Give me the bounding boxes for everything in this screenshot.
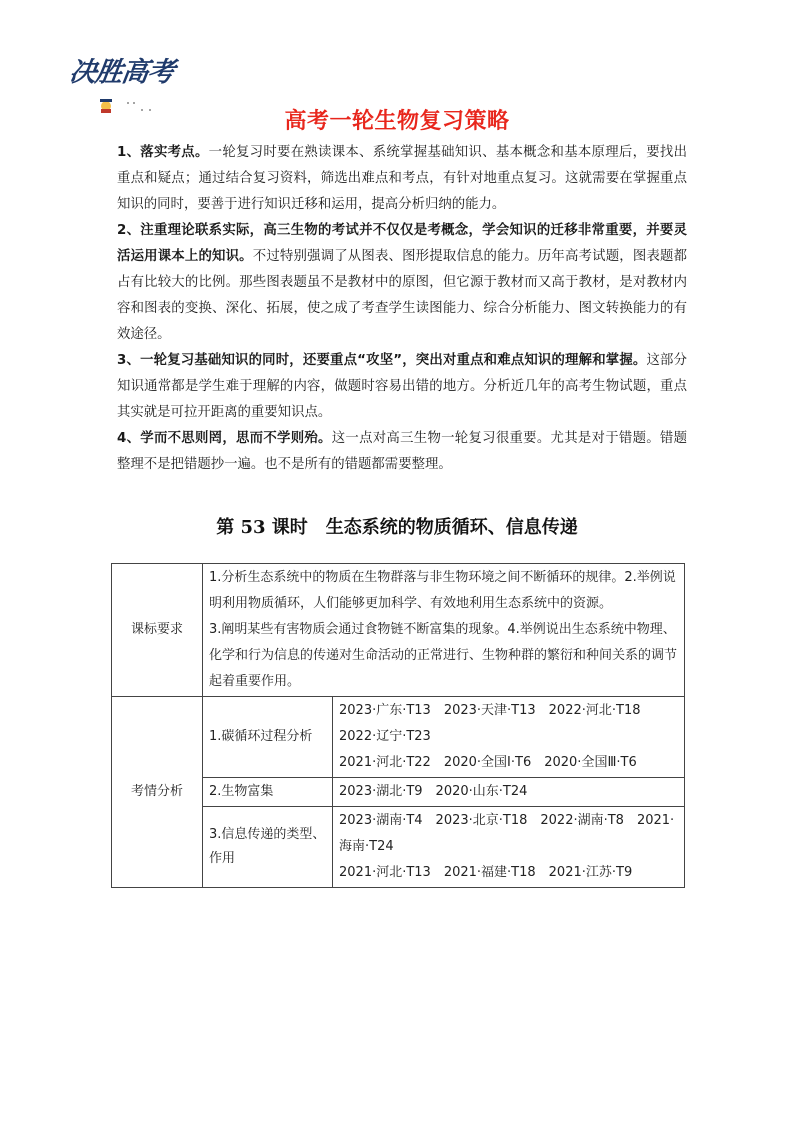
ref-line: 2023·广东·T13 2023·天津·T13 2022·河北·T18 [339, 703, 641, 718]
table-row [112, 697, 685, 778]
tip-body: 一轮复习时要在熟读课本、系统掌握基础知识、基本概念和基本原理后，要找出重点和疑点；通过结合复习资料，筛选出难点和考点，有针对地重点复习。这就需要在掌握重点知识的同时，要善于进行知识迁移和运用，提高分析归纳的能力。 [117, 145, 687, 212]
topic-name: 3.信息传递的类型、作用 [203, 807, 333, 888]
tip-3 [117, 348, 687, 426]
ref-line: 2021·河北·T13 2021·福建·T18 2021·江苏·T9 [339, 865, 633, 880]
tip-2 [117, 218, 687, 348]
ref-line: 2023·湖南·T4 2023·北京·T18 2022·湖南·T8 2021·海南·T24 [339, 813, 675, 854]
curriculum-table [111, 563, 685, 888]
ref-line: 2023·湖北·T9 2020·山东·T24 [339, 784, 528, 799]
tip-body: 这部分知识通常都是学生难于理解的内容，做题时容易出错的地方。分析近几年的高考生物试题，重点其实就是可拉开距离的重要知识点。 [117, 353, 687, 420]
ref-line: 2021·河北·T22 2020·全国Ⅰ·T6 2020·全国Ⅲ·T6 [339, 755, 637, 770]
ref-line: 2022·辽宁·T23 [339, 729, 431, 744]
analysis-label: 考情分析 [112, 697, 203, 888]
main-title: 高考一轮生物复习策略 [284, 109, 510, 134]
strategy-tips [117, 140, 687, 478]
lesson-title: 第 53 课时 生态系统的物质循环、信息传递 [216, 517, 578, 538]
tip-4 [117, 426, 687, 478]
topic-name: 2.生物富集 [203, 778, 333, 807]
topic-name: 1.碳循环过程分析 [203, 697, 333, 778]
topic-refs [333, 697, 685, 778]
tip-body: 不过特别强调了从图表、图形提取信息的能力。历年高考试题，图表题都占有比较大的比例。那些图表题虽不是教材中的原图，但它源于教材而又高于教材，是对教材内容和图表的变换、深化、拓展，使之成了考查学生读图能力、综合分析能力、图文转换能力的有效途径。 [117, 249, 688, 342]
tip-lead: 3、一轮复习基础知识的同时，还要重点“攻坚”，突出对重点和难点知识的理解和掌握。 [117, 353, 647, 368]
requirements-line: 3.阐明某些有害物质会通过食物链不断富集的现象。4.举例说出生态系统中物理、化学和行为信息的传递对生命活动的正常进行、生物种群的繁衍和种间关系的调节起着重要作用。 [209, 622, 678, 689]
tip-body: 这一点对高三生物一轮复习很重要。尤其是对于错题。错题整理不是把错题抄一遍。也不是所有的错题都需要整理。 [117, 431, 687, 472]
topic-refs [333, 807, 685, 888]
logo-text: 决胜高考 [67, 57, 176, 88]
requirements-content [203, 564, 685, 697]
tip-1 [117, 140, 687, 218]
table-row [112, 564, 685, 697]
tip-lead: 2、注重理论联系实际，高三生物的考试并不仅仅是考概念，学会知识的迁移非常重要，并要灵活运用课本上的知识。 [117, 223, 687, 264]
tip-lead: 1、落实考点。 [117, 145, 209, 160]
requirements-label: 课标要求 [112, 564, 203, 697]
requirements-line: 1.分析生态系统中的物质在生物群落与非生物环境之间不断循环的规律。2.举例说明利用物质循环，人们能够更加科学、有效地利用生态系统中的资源。 [209, 570, 676, 611]
tip-lead: 4、学而不思则罔，思而不学则殆。 [117, 431, 332, 446]
topic-refs [333, 778, 685, 807]
